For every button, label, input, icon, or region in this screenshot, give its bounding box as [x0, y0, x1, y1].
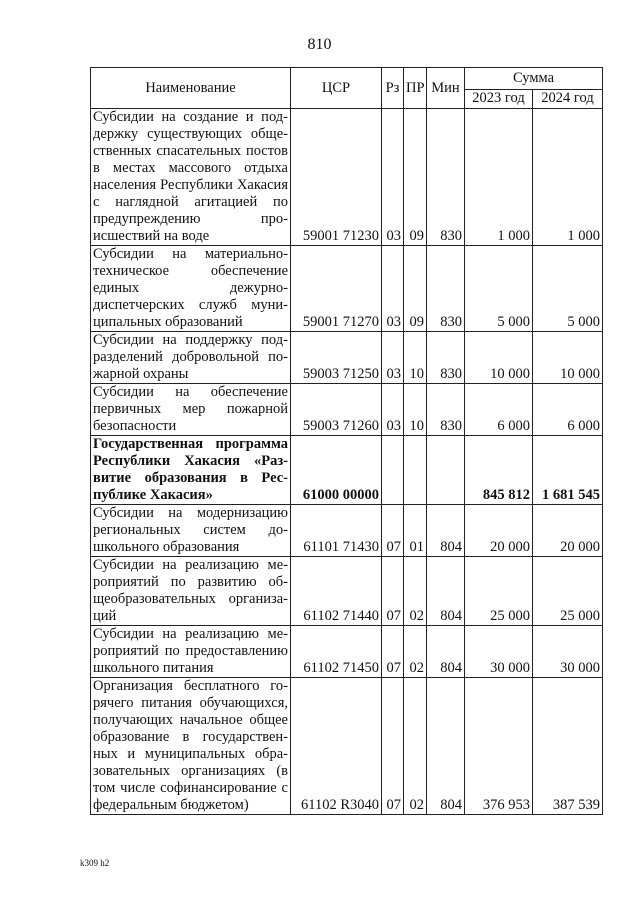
row-name: Организация бесплатного горячего питания обучающихся, получающих начальное общее образование в государственных и муниципальных образовательных организациях (в том числе софинансирование с федеральным бюджетом) — [91, 678, 291, 815]
row-name: Субсидии на поддержку подразделений добровольной пожарной охраны — [91, 332, 291, 384]
row-amount-2024: 1 681 545 — [533, 436, 603, 505]
row-amount-2023: 5 000 — [465, 246, 533, 332]
row-pr: 02 — [404, 557, 427, 626]
row-pr — [404, 436, 427, 505]
row-amount-2024: 10 000 — [533, 332, 603, 384]
row-rz: 03 — [382, 332, 404, 384]
row-amount-2023: 6 000 — [465, 384, 533, 436]
row-rz: 07 — [382, 505, 404, 557]
row-min — [427, 436, 465, 505]
row-amount-2024: 387 539 — [533, 678, 603, 815]
row-name: Субсидии на реализацию мероприятий по предоставлению школьного питания — [91, 626, 291, 678]
header-min: Мин — [427, 68, 465, 109]
row-amount-2023: 845 812 — [465, 436, 533, 505]
row-amount-2023: 25 000 — [465, 557, 533, 626]
row-csr: 61000 00000 — [291, 436, 382, 505]
row-rz: 07 — [382, 626, 404, 678]
row-rz: 07 — [382, 557, 404, 626]
table-row — [91, 678, 603, 815]
row-amount-2023: 1 000 — [465, 109, 533, 246]
row-rz: 07 — [382, 678, 404, 815]
row-name: Субсидии на материально-техническое обеспечение единых дежурно-диспетчерских служб муниципальных образований — [91, 246, 291, 332]
row-csr: 59003 71260 — [291, 384, 382, 436]
header-sum: Сумма — [465, 68, 603, 90]
table-body — [91, 109, 603, 815]
row-rz: 03 — [382, 384, 404, 436]
row-min: 830 — [427, 332, 465, 384]
row-name: Субсидии на обеспечение первичных мер пожарной безопасности — [91, 384, 291, 436]
budget-table — [90, 67, 603, 815]
row-min: 804 — [427, 626, 465, 678]
row-pr: 09 — [404, 246, 427, 332]
row-name: Субсидии на реализацию мероприятий по развитию общеобразовательных организаций — [91, 557, 291, 626]
header-pr: ПР — [404, 68, 427, 109]
row-min: 830 — [427, 109, 465, 246]
row-amount-2024: 25 000 — [533, 557, 603, 626]
row-csr: 59001 71230 — [291, 109, 382, 246]
table-row — [91, 436, 603, 505]
header-year-2024: 2024 год — [533, 89, 603, 108]
row-pr: 02 — [404, 626, 427, 678]
row-amount-2024: 30 000 — [533, 626, 603, 678]
row-csr: 61102 71440 — [291, 557, 382, 626]
row-csr: 59003 71250 — [291, 332, 382, 384]
row-amount-2023: 30 000 — [465, 626, 533, 678]
row-pr: 01 — [404, 505, 427, 557]
table-row — [91, 557, 603, 626]
row-min: 804 — [427, 678, 465, 815]
row-amount-2023: 376 953 — [465, 678, 533, 815]
header-year-2023: 2023 год — [465, 89, 533, 108]
table-row — [91, 332, 603, 384]
footer-code: k309 h2 — [80, 858, 110, 868]
table-row — [91, 384, 603, 436]
table-row — [91, 505, 603, 557]
row-name: Субсидии на модернизацию региональных систем дошкольного образования — [91, 505, 291, 557]
table-row — [91, 109, 603, 246]
header-csr: ЦСР — [291, 68, 382, 109]
row-min: 804 — [427, 557, 465, 626]
row-amount-2024: 20 000 — [533, 505, 603, 557]
table-row — [91, 246, 603, 332]
row-pr: 10 — [404, 384, 427, 436]
row-csr: 59001 71270 — [291, 246, 382, 332]
row-rz: 03 — [382, 246, 404, 332]
row-amount-2023: 10 000 — [465, 332, 533, 384]
header-name: Наименование — [91, 68, 291, 109]
row-csr: 61102 R3040 — [291, 678, 382, 815]
page-number: 810 — [307, 36, 332, 53]
row-amount-2024: 1 000 — [533, 109, 603, 246]
row-amount-2024: 6 000 — [533, 384, 603, 436]
row-min: 830 — [427, 246, 465, 332]
row-csr: 61101 71430 — [291, 505, 382, 557]
row-rz: 03 — [382, 109, 404, 246]
row-pr: 09 — [404, 109, 427, 246]
header-rz: Рз — [382, 68, 404, 109]
row-amount-2024: 5 000 — [533, 246, 603, 332]
row-name: Субсидии на создание и поддержку существующих общественных спасательных постов в местах массового отдыха населения Республики Хакасия с наглядной агитацией по предупреждению происшествий на воде — [91, 109, 291, 246]
row-csr: 61102 71450 — [291, 626, 382, 678]
row-name: Государственная программа Республики Хакасия «Развитие образования в Республике Хакасия» — [91, 436, 291, 505]
table-row — [91, 626, 603, 678]
row-amount-2023: 20 000 — [465, 505, 533, 557]
row-rz — [382, 436, 404, 505]
row-min: 830 — [427, 384, 465, 436]
row-pr: 10 — [404, 332, 427, 384]
row-pr: 02 — [404, 678, 427, 815]
row-min: 804 — [427, 505, 465, 557]
